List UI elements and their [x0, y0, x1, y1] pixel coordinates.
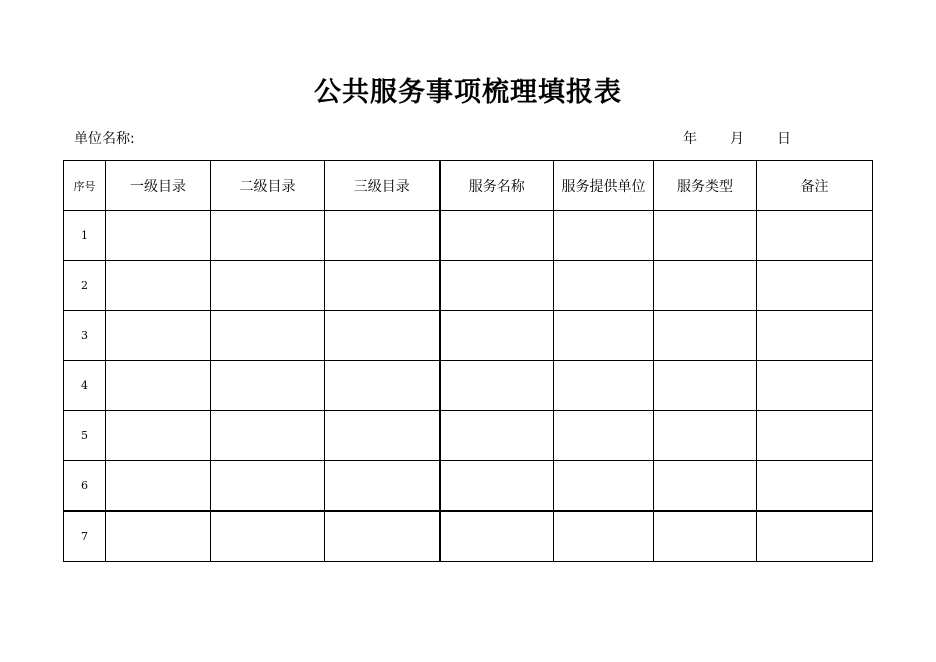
cell-level1[interactable]	[106, 361, 211, 411]
cell-level3[interactable]	[325, 211, 440, 261]
cell-service-type[interactable]	[654, 411, 757, 461]
cell-service-name[interactable]	[440, 261, 554, 311]
report-table	[63, 160, 873, 562]
header-service-type: 服务类型	[654, 161, 757, 211]
row-seq: 6	[64, 461, 106, 512]
header-level2-catalog: 二级目录	[211, 161, 325, 211]
header-remarks: 备注	[757, 161, 873, 211]
cell-remarks[interactable]	[757, 511, 873, 562]
cell-level2[interactable]	[211, 511, 325, 562]
cell-level3[interactable]	[325, 361, 440, 411]
cell-level1[interactable]	[106, 211, 211, 261]
table-row	[64, 511, 873, 562]
row-seq: 1	[64, 211, 106, 261]
cell-level2[interactable]	[211, 211, 325, 261]
table-row	[64, 211, 873, 261]
cell-service-name[interactable]	[440, 461, 554, 512]
cell-remarks[interactable]	[757, 211, 873, 261]
cell-service-provider[interactable]	[554, 311, 654, 361]
cell-level3[interactable]	[325, 461, 440, 512]
date-month-label: 月	[730, 131, 744, 147]
row-seq: 2	[64, 261, 106, 311]
table-row	[64, 361, 873, 411]
cell-service-name[interactable]	[440, 311, 554, 361]
header-service-provider: 服务提供单位	[554, 161, 654, 211]
cell-service-name[interactable]	[440, 511, 554, 562]
header-level1-catalog: 一级目录	[106, 161, 211, 211]
cell-level2[interactable]	[211, 411, 325, 461]
table-row	[64, 461, 873, 512]
date-day-label: 日	[777, 131, 791, 147]
table-header-row	[64, 161, 873, 211]
cell-level2[interactable]	[211, 311, 325, 361]
cell-remarks[interactable]	[757, 261, 873, 311]
cell-level1[interactable]	[106, 511, 211, 562]
header-level3-catalog: 三级目录	[325, 161, 440, 211]
cell-service-provider[interactable]	[554, 411, 654, 461]
cell-service-type[interactable]	[654, 211, 757, 261]
row-seq: 3	[64, 311, 106, 361]
cell-level2[interactable]	[211, 261, 325, 311]
cell-service-type[interactable]	[654, 511, 757, 562]
cell-level1[interactable]	[106, 411, 211, 461]
cell-level3[interactable]	[325, 411, 440, 461]
cell-service-name[interactable]	[440, 361, 554, 411]
cell-remarks[interactable]	[757, 361, 873, 411]
page-title: 公共服务事项梳理填报表	[314, 77, 622, 108]
cell-service-provider[interactable]	[554, 211, 654, 261]
row-seq: 5	[64, 411, 106, 461]
cell-remarks[interactable]	[757, 461, 873, 512]
row-seq: 4	[64, 361, 106, 411]
cell-level2[interactable]	[211, 361, 325, 411]
cell-service-provider[interactable]	[554, 261, 654, 311]
row-seq: 7	[64, 511, 106, 562]
cell-service-type[interactable]	[654, 461, 757, 512]
cell-level1[interactable]	[106, 261, 211, 311]
header-seq: 序号	[64, 161, 106, 211]
cell-service-provider[interactable]	[554, 361, 654, 411]
cell-level2[interactable]	[211, 461, 325, 512]
cell-service-type[interactable]	[654, 261, 757, 311]
cell-remarks[interactable]	[757, 411, 873, 461]
cell-service-name[interactable]	[440, 211, 554, 261]
cell-level1[interactable]	[106, 311, 211, 361]
table-row	[64, 261, 873, 311]
header-service-name: 服务名称	[440, 161, 554, 211]
cell-level3[interactable]	[325, 311, 440, 361]
cell-level3[interactable]	[325, 261, 440, 311]
cell-service-type[interactable]	[654, 361, 757, 411]
cell-level3[interactable]	[325, 511, 440, 562]
table-row	[64, 311, 873, 361]
cell-remarks[interactable]	[757, 311, 873, 361]
cell-service-name[interactable]	[440, 411, 554, 461]
cell-service-provider[interactable]	[554, 461, 654, 512]
cell-service-provider[interactable]	[554, 511, 654, 562]
date-year-label: 年	[683, 131, 697, 147]
unit-name-label: 单位名称:	[74, 131, 135, 147]
cell-service-type[interactable]	[654, 311, 757, 361]
table-row	[64, 411, 873, 461]
cell-level1[interactable]	[106, 461, 211, 512]
